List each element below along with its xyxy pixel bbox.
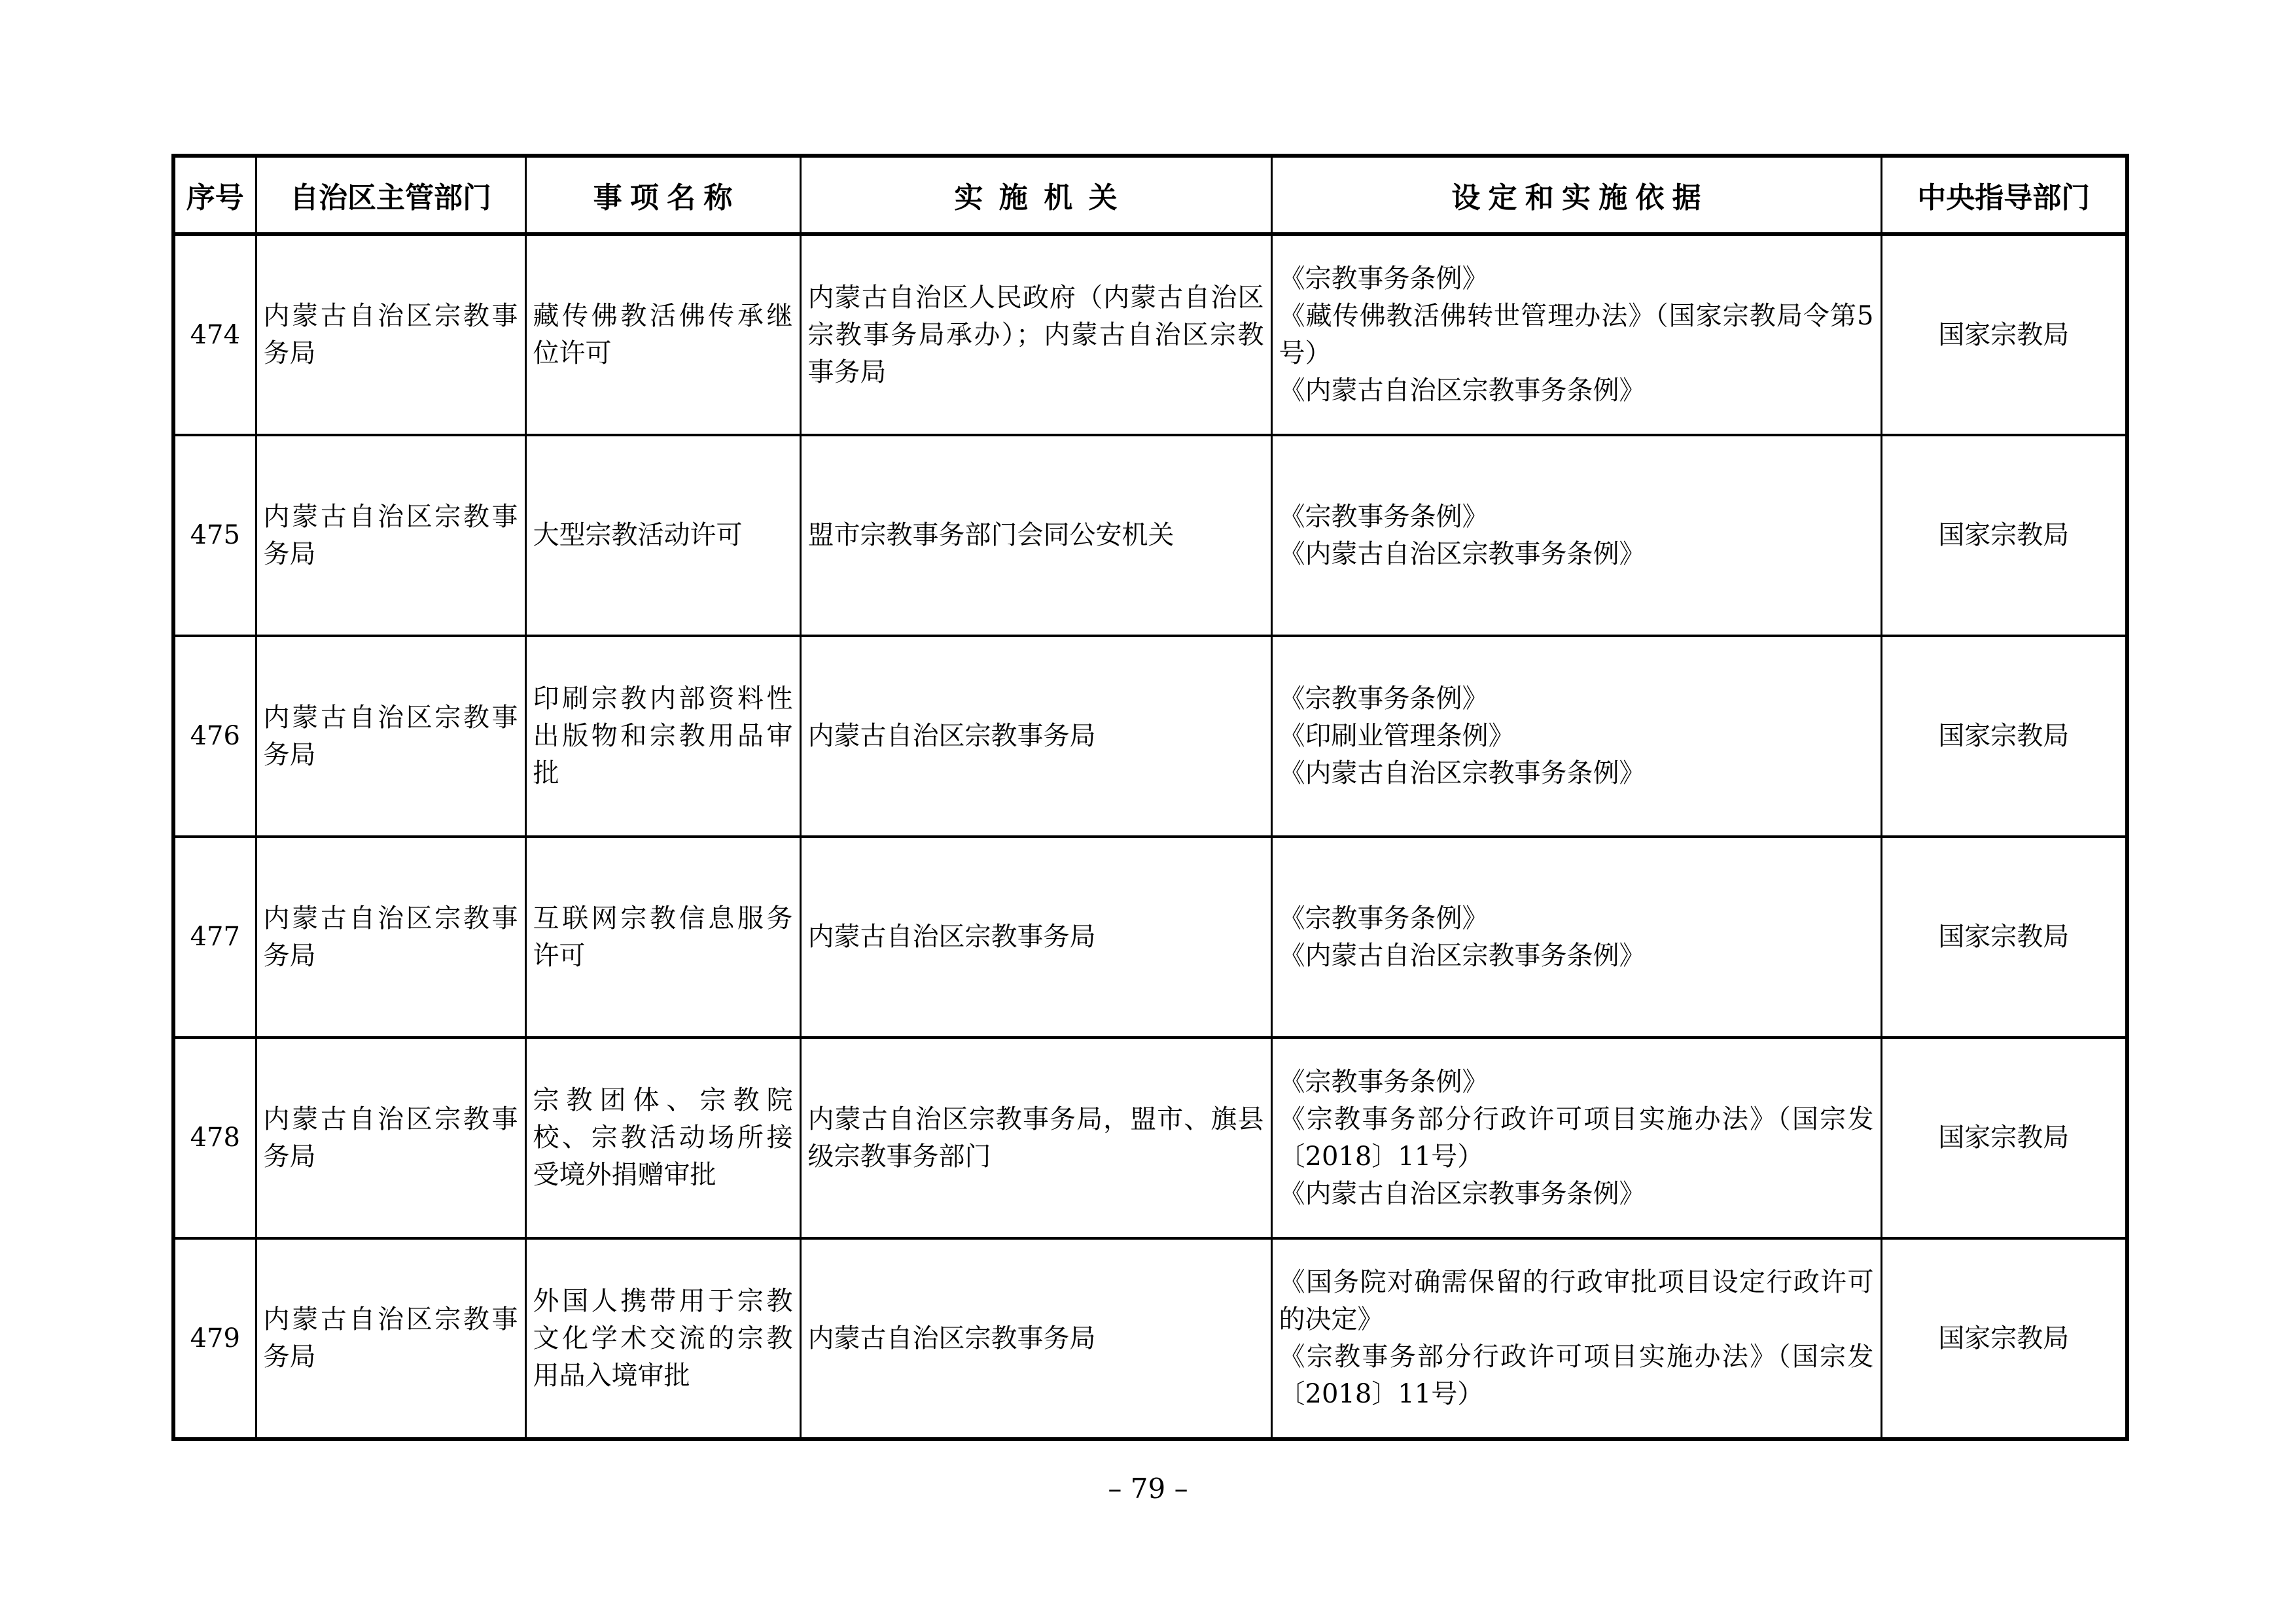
permits-table bbox=[171, 154, 2129, 1441]
row-department: 内蒙古自治区宗教事务局 bbox=[256, 435, 525, 636]
row-department: 内蒙古自治区宗教事务局 bbox=[256, 837, 525, 1038]
col-header-department: 自治区主管部门 bbox=[256, 156, 525, 234]
row-index: 476 bbox=[173, 636, 256, 837]
table-row bbox=[173, 837, 2127, 1038]
basis-line: 《宗教事务部分行政许可项目实施办法》（国宗发〔2018〕11号） bbox=[1279, 1342, 1874, 1409]
table-row bbox=[173, 1038, 2127, 1238]
col-header-basis: 设 定 和 实 施 依 据 bbox=[1271, 156, 1881, 234]
row-basis bbox=[1271, 837, 1881, 1038]
row-department: 内蒙古自治区宗教事务局 bbox=[256, 1038, 525, 1238]
basis-line: 《内蒙古自治区宗教事务条例》 bbox=[1279, 375, 1646, 406]
row-agency: 内蒙古自治区人民政府（内蒙古自治区宗教事务局承办）；内蒙古自治区宗教事务局 bbox=[800, 234, 1271, 435]
col-header-central: 中央指导部门 bbox=[1881, 156, 2127, 234]
row-central-department: 国家宗教局 bbox=[1881, 636, 2127, 837]
row-item-name: 大型宗教活动许可 bbox=[525, 435, 800, 636]
row-department: 内蒙古自治区宗教事务局 bbox=[256, 636, 525, 837]
row-index: 477 bbox=[173, 837, 256, 1038]
row-index: 478 bbox=[173, 1038, 256, 1238]
row-central-department: 国家宗教局 bbox=[1881, 1238, 2127, 1439]
row-item-name: 互联网宗教信息服务许可 bbox=[525, 837, 800, 1038]
col-header-index: 序号 bbox=[173, 156, 256, 234]
row-central-department: 国家宗教局 bbox=[1881, 1038, 2127, 1238]
basis-line: 《宗教事务条例》 bbox=[1279, 1066, 1489, 1097]
row-item-name: 藏传佛教活佛传承继位许可 bbox=[525, 234, 800, 435]
table-row bbox=[173, 636, 2127, 837]
row-item-name: 外国人携带用于宗教文化学术交流的宗教用品入境审批 bbox=[525, 1238, 800, 1439]
row-agency: 内蒙古自治区宗教事务局，盟市、旗县级宗教事务部门 bbox=[800, 1038, 1271, 1238]
basis-line: 《内蒙古自治区宗教事务条例》 bbox=[1279, 1178, 1646, 1209]
row-index: 475 bbox=[173, 435, 256, 636]
row-index: 474 bbox=[173, 234, 256, 435]
basis-line: 《内蒙古自治区宗教事务条例》 bbox=[1279, 538, 1646, 569]
basis-line: 《宗教事务部分行政许可项目实施办法》（国宗发〔2018〕11号） bbox=[1279, 1104, 1874, 1172]
col-header-agency: 实 施 机 关 bbox=[800, 156, 1271, 234]
row-item-name: 印刷宗教内部资料性出版物和宗教用品审批 bbox=[525, 636, 800, 837]
row-basis bbox=[1271, 234, 1881, 435]
basis-line: 《内蒙古自治区宗教事务条例》 bbox=[1279, 940, 1646, 971]
row-agency: 内蒙古自治区宗教事务局 bbox=[800, 636, 1271, 837]
table-row bbox=[173, 1238, 2127, 1439]
table-row bbox=[173, 234, 2127, 435]
row-department: 内蒙古自治区宗教事务局 bbox=[256, 234, 525, 435]
row-basis bbox=[1271, 435, 1881, 636]
row-basis bbox=[1271, 1038, 1881, 1238]
table-header-row bbox=[173, 156, 2127, 234]
row-central-department: 国家宗教局 bbox=[1881, 837, 2127, 1038]
basis-line: 《藏传佛教活佛转世管理办法》（国家宗教局令第5号） bbox=[1279, 301, 1874, 368]
basis-line: 《宗教事务条例》 bbox=[1279, 501, 1489, 532]
basis-line: 《内蒙古自治区宗教事务条例》 bbox=[1279, 758, 1646, 788]
page-number: – 79 – bbox=[1108, 1473, 1188, 1505]
row-basis bbox=[1271, 636, 1881, 837]
row-agency: 内蒙古自治区宗教事务局 bbox=[800, 1238, 1271, 1439]
basis-line: 《宗教事务条例》 bbox=[1279, 684, 1489, 714]
row-agency: 内蒙古自治区宗教事务局 bbox=[800, 837, 1271, 1038]
row-basis bbox=[1271, 1238, 1881, 1439]
col-header-item-name: 事 项 名 称 bbox=[525, 156, 800, 234]
row-agency: 盟市宗教事务部门会同公安机关 bbox=[800, 435, 1271, 636]
row-department: 内蒙古自治区宗教事务局 bbox=[256, 1238, 525, 1439]
row-central-department: 国家宗教局 bbox=[1881, 234, 2127, 435]
basis-line: 《印刷业管理条例》 bbox=[1279, 721, 1515, 751]
table-row bbox=[173, 435, 2127, 636]
row-central-department: 国家宗教局 bbox=[1881, 435, 2127, 636]
basis-line: 《国务院对确需保留的行政审批项目设定行政许可的决定》 bbox=[1279, 1267, 1874, 1335]
basis-line: 《宗教事务条例》 bbox=[1279, 264, 1489, 294]
basis-line: 《宗教事务条例》 bbox=[1279, 903, 1489, 934]
row-index: 479 bbox=[173, 1238, 256, 1439]
row-item-name: 宗教团体、宗教院校、宗教活动场所接受境外捐赠审批 bbox=[525, 1038, 800, 1238]
